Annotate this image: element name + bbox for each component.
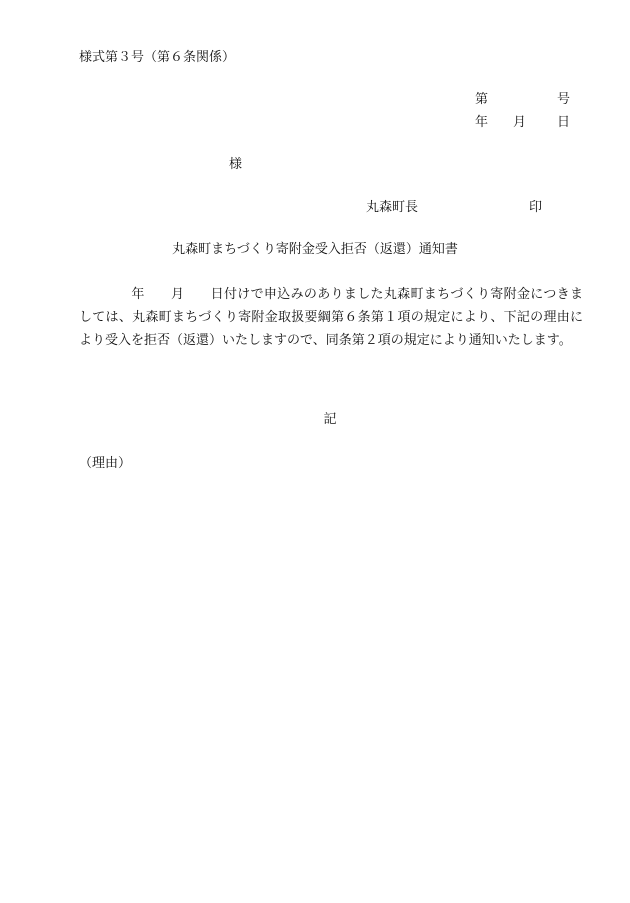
reason-label: （理由） [79,456,132,471]
date-day: 日 [557,115,571,130]
seal-mark: 印 [529,200,543,215]
date-month: 月 [513,115,527,130]
addressee-suffix: 様 [229,157,243,172]
body-paragraph [79,283,583,352]
document-number-prefix: 第 [475,92,489,107]
form-label: 様式第３号（第６条関係） [79,50,236,65]
body-month: 月 [170,287,185,302]
document-title: 丸森町まちづくり寄附金受入拒否（返還）通知書 [172,242,458,257]
document-number [475,92,571,108]
body-year: 年 [131,287,145,302]
sender-title: 丸森町長 [366,200,419,215]
document-date [475,115,570,131]
body-text: 日付けで申込みのありました丸森町まちづくり寄附金につきましては、丸森町まちづくり寄附金取扱要綱第６条第１項の規定により、下記の理由により受入を拒否（返還）いたしますので、同条第２項の規定により通知いたします。 [79,287,583,348]
document-number-suffix: 号 [557,92,571,107]
date-year: 年 [475,115,489,130]
note-mark: 記 [323,412,337,427]
